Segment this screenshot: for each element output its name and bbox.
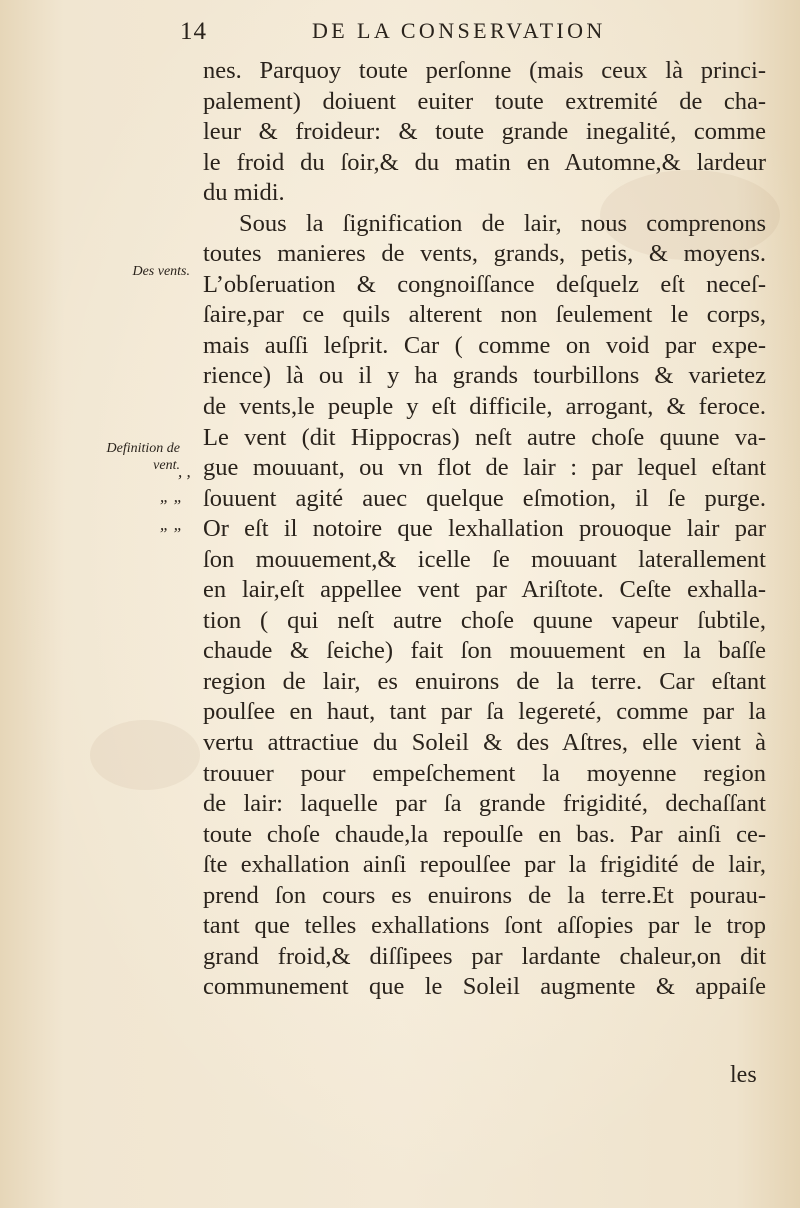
text-line: leur & froideur: & toute grande inegalité, comme bbox=[203, 118, 766, 146]
page-number: 14 bbox=[180, 18, 207, 45]
text-line: vertu attractiue du Soleil & des Aſtres, elle vient à bbox=[203, 729, 766, 757]
text-line: ſaire,par ce quils alterent non ſeulement le corps, bbox=[203, 301, 766, 329]
text-line: toutes manieres de vents, grands, petis, & moyens. bbox=[203, 240, 766, 268]
text-line: en lair,eſt appellee vent par Ariſtote. Ceſte exhalla- bbox=[203, 576, 766, 604]
text-line: Le vent (dit Hippocras) neſt autre choſe quune va- bbox=[203, 423, 766, 451]
page-stain bbox=[90, 720, 200, 790]
text-line: de lair: laquelle par ſa grande frigidité, dechaſſant bbox=[203, 790, 766, 818]
text-line: Sous la ſignification de lair, nous comprenons bbox=[239, 209, 766, 237]
margin-note-winds: Des vents. bbox=[132, 264, 190, 279]
text-line: tant que telles exhallations ſont aſſopies par le trop bbox=[203, 912, 766, 940]
text-line: prend ſon cours es enuirons de la terre.Et pourau- bbox=[203, 881, 766, 909]
body-text bbox=[203, 56, 766, 1003]
text-line: palement) doiuent euiter toute extremité de cha- bbox=[203, 87, 766, 115]
catchword: les bbox=[730, 1062, 757, 1088]
running-title: DE LA CONSERVATION bbox=[312, 18, 606, 43]
text-line: chaude & ſeiche) fait ſon mouuement en la baſſe bbox=[203, 637, 766, 665]
text-line: tion ( qui neſt autre choſe quune vapeur ſubtile, bbox=[203, 606, 766, 634]
text-line: nes. Parquoy toute perſonne (mais ceux là princi- bbox=[203, 57, 766, 84]
text-line: gue mouuant, ou vn flot de lair : par lequel eſtant bbox=[203, 454, 766, 482]
text-line: grand froid,& diſſipees par lardante chaleur,on dit bbox=[203, 942, 766, 970]
text-line: ſon mouuement,& icelle ſe mouuant laterallement bbox=[203, 545, 766, 573]
quote-mark: ” ” bbox=[158, 524, 182, 543]
text-line: ſouuent agité auec quelque eſmotion, il ſe purge. bbox=[203, 484, 766, 512]
text-line: mais auſſi leſprit. Car ( comme on void par expe- bbox=[203, 331, 766, 359]
text-line: toute choſe chaude,la repoulſe en bas. Par ainſi ce- bbox=[203, 820, 766, 848]
text-line: ſte exhallation ainſi repoulſee par la frigidité de lair, bbox=[203, 851, 766, 879]
text-line: de vents,le peuple y eſt difficile, arrogant, & feroce. bbox=[203, 393, 766, 421]
text-line: poulſee en haut, tant par ſa legereté, comme par la bbox=[203, 698, 766, 726]
text-line: le froid du ſoir,& du matin en Automne,& lardeur bbox=[203, 148, 766, 176]
text-line: du midi. bbox=[203, 179, 285, 207]
text-line: communement que le Soleil augmente & appaiſe bbox=[203, 973, 766, 1001]
text-line: region de lair, es enuirons de la terre. Car eſtant bbox=[203, 667, 766, 695]
margin-note-definition: Definition de vent. bbox=[106, 441, 180, 473]
running-head bbox=[180, 16, 680, 52]
text-line: L’obſeruation & congnoiſſance deſquelz eſt neceſ- bbox=[203, 270, 766, 298]
text-line: Or eſt il notoire que lexhallation prouoque lair par bbox=[203, 515, 766, 543]
quote-mark: ” ” bbox=[158, 496, 182, 515]
text-line: rience) là ou il y ha grands tourbillons & varietez bbox=[203, 362, 766, 390]
quote-mark: , , bbox=[178, 462, 191, 481]
text-line: trouuer pour empeſchement la moyenne region bbox=[203, 759, 766, 787]
